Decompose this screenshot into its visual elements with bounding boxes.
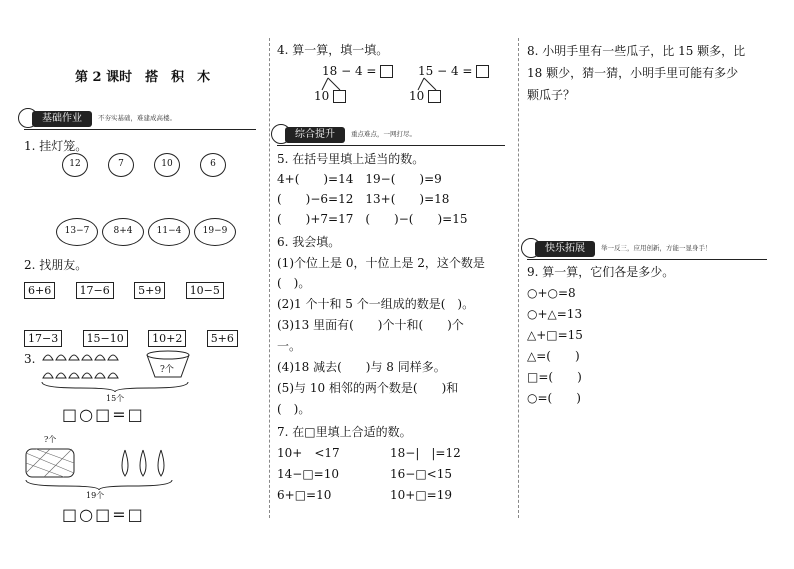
basket-label: ?个 (44, 435, 57, 444)
q1-label: 1. 挂灯笼。 (24, 139, 88, 153)
q6-line: (1)个位上是 0，十位上是 2，这个数是 (277, 256, 485, 270)
q4-eq1-text: 18 − 4 = (322, 64, 377, 78)
friend-card: 17−3 (24, 330, 62, 347)
q3-label: 3. (24, 352, 36, 366)
q8-line: 颗瓜子？ (527, 88, 576, 102)
friend-card: 5+6 (207, 330, 238, 347)
q9-line: □=( ) (527, 370, 582, 384)
total2-label: 19个 (86, 491, 105, 500)
section-motto: 不夯实基础，难建成高楼。 (98, 114, 176, 122)
q8-line: 8. 小明手里有一些瓜子，比 15 颗多，比 (527, 44, 746, 58)
q2-label: 2. 找朋友。 (24, 258, 88, 272)
section-motto: 举一反三，应用创新，方能一显身手！ (601, 244, 712, 252)
answer-box[interactable] (428, 90, 441, 103)
friend-card: 17−6 (76, 282, 114, 299)
lantern-top: 7 (108, 153, 134, 177)
q7-left: 6+□=10 (277, 488, 332, 502)
q9-line: ○=( ) (527, 391, 581, 405)
q7-right: 18−| |=12 (390, 446, 461, 460)
lantern-top: 10 (154, 153, 180, 177)
q6-line: (2)1 个十和 5 个一组成的数是( )。 (277, 297, 475, 311)
q5-line: ( )+7=17 ( )−( )=15 (277, 212, 468, 226)
q4-ten2: 10 (409, 89, 441, 103)
q6-line: (3)13 里面有( )个十和( )个 (277, 318, 464, 332)
bowl-label: ?个 (160, 365, 174, 375)
pears-illustration (116, 448, 172, 478)
q9-line: △+□=15 (527, 328, 583, 342)
q7-left: 10+ <17 (277, 446, 340, 460)
lantern-top: 12 (62, 153, 88, 177)
q6-line: 一。 (277, 339, 302, 353)
q7-right: 16−□<15 (390, 467, 452, 481)
brace-bracket (40, 380, 190, 392)
lantern-top: 6 (200, 153, 226, 177)
q7-label: 7. 在□里填上合适的数。 (277, 425, 412, 439)
section-banner-comprehensive (277, 124, 505, 146)
q3-equation-1: □○□=□ (62, 405, 145, 424)
section-tag: 综合提升 (285, 127, 345, 143)
q6-line: (5)与 10 相邻的两个数是( )和 (277, 381, 459, 395)
q5-line: ( )−6=12 13+( )=18 (277, 192, 450, 206)
lantern-bottom: 8+4 (102, 218, 144, 246)
section-tag: 快乐拓展 (535, 241, 595, 257)
page-title: 第 2 课时 搭 积 木 (75, 70, 211, 85)
friend-card: 10−5 (186, 282, 224, 299)
q9-line: ○+○=8 (527, 286, 576, 300)
section-banner-fun (527, 238, 767, 260)
q9-line: ○+△=13 (527, 307, 583, 321)
friend-card: 15−10 (83, 330, 128, 347)
lantern-bottom: 13−7 (56, 218, 98, 246)
friend-card: 5+9 (134, 282, 165, 299)
lantern-bottom: 19−9 (194, 218, 236, 246)
brace-bracket (24, 478, 174, 490)
q4-ten1: 10 (314, 89, 346, 103)
section-tag: 基础作业 (32, 111, 92, 127)
column-divider-left (269, 38, 270, 518)
answer-box[interactable] (333, 90, 346, 103)
q4-eq2-text: 15 − 4 = (418, 64, 473, 78)
q6-line: ( )。 (277, 402, 311, 416)
total-label: 15个 (106, 394, 125, 403)
peaches-group-illustration (40, 348, 122, 382)
q8-line: 18 颗少，猜一猜，小明手里可能有多少 (527, 66, 739, 80)
section-motto: 重点难点，一网打尽。 (351, 130, 416, 138)
q6-line: (4)18 减去( )与 8 同样多。 (277, 360, 446, 374)
q3-equation-2: □○□=□ (62, 505, 145, 524)
column-divider-right (518, 38, 519, 518)
section-banner-basic (24, 108, 256, 130)
q4-eq2 (418, 64, 489, 78)
q4-label: 4. 算一算，填一填。 (277, 43, 389, 57)
q9-label: 9. 算一算，它们各是多少。 (527, 265, 675, 279)
q5-label: 5. 在括号里填上适当的数。 (277, 152, 425, 166)
lantern-bottom: 11−4 (148, 218, 190, 246)
friend-card: 10+2 (148, 330, 186, 347)
q4-eq1 (322, 64, 393, 78)
q2-row2 (24, 327, 238, 347)
basket-icon (24, 443, 76, 479)
q9-line: △=( ) (527, 349, 580, 363)
q2-row1 (24, 279, 224, 299)
q6-line: ( )。 (277, 276, 311, 290)
friend-card: 6+6 (24, 282, 55, 299)
q7-right: 10+□=19 (390, 488, 452, 502)
answer-box[interactable] (476, 65, 489, 78)
q7-left: 14−□=10 (277, 467, 339, 481)
q6-label: 6. 我会填。 (277, 235, 341, 249)
q5-line: 4+( )=14 19−( )=9 (277, 172, 442, 186)
